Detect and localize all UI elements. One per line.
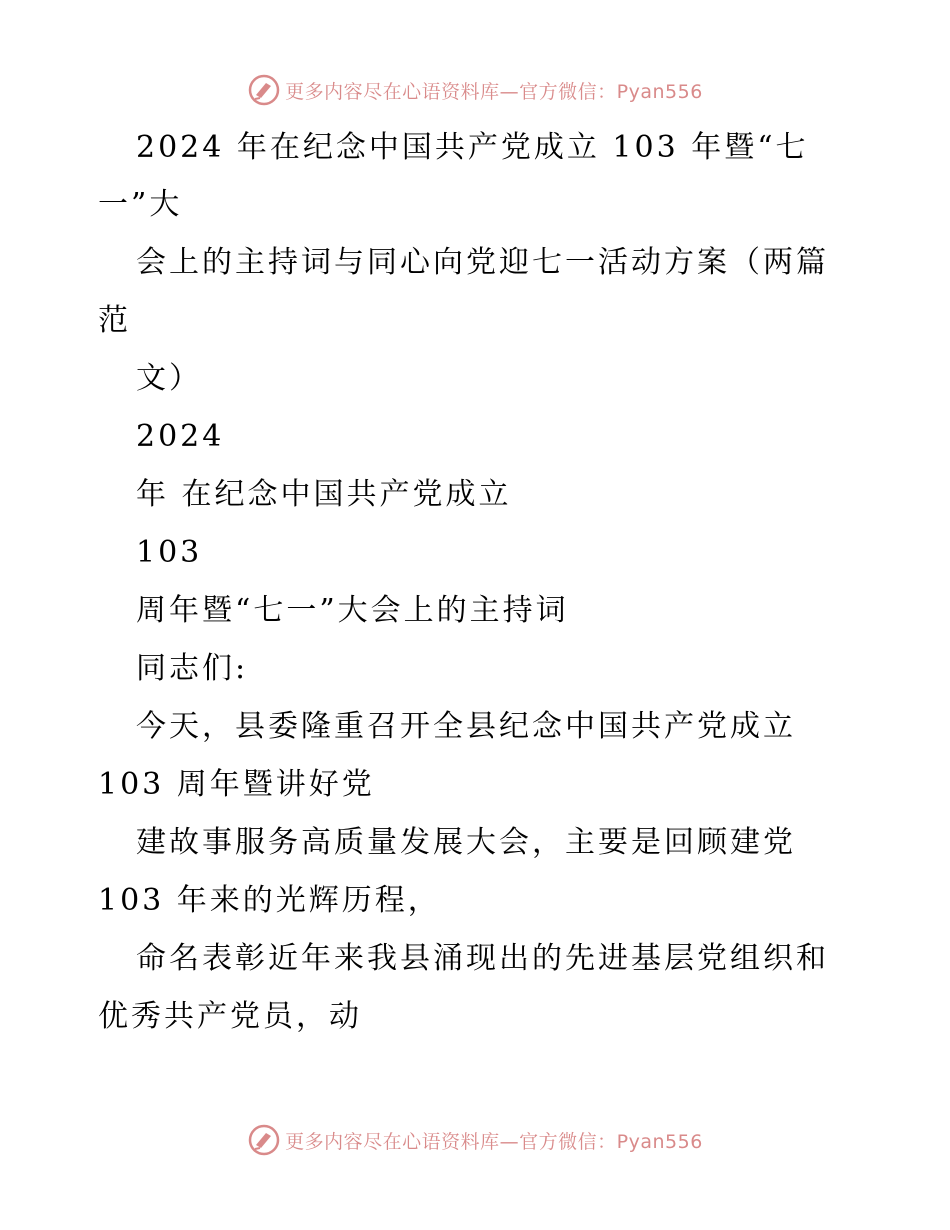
watermark-text <box>285 1127 703 1154</box>
watermark-logo-icon <box>247 1123 281 1157</box>
watermark-text-cn: 更多内容尽在心语资料库—官方微信： <box>285 1130 617 1153</box>
text-line-2: 一”大 <box>98 187 183 222</box>
text-line-5: 文） <box>136 361 202 396</box>
text-line-13: 建故事服务高质量发展大会，主要是回顾建党 <box>136 825 796 860</box>
text-line-7: 年 在纪念中国共产党成立 <box>136 477 512 512</box>
text-line-4: 范 <box>98 303 131 338</box>
text-line-6: 2024 <box>136 419 225 454</box>
text-line-9: 周年暨“七一”大会上的主持词 <box>136 593 569 628</box>
text-line-16: 优秀共产党员，动 <box>98 999 362 1034</box>
text-line-15: 命名表彰近年来我县涌现出的先进基层党组织和 <box>136 941 829 976</box>
watermark-text-cn: 更多内容尽在心语资料库—官方微信： <box>285 80 617 103</box>
text-line-11: 今天，县委隆重召开全县纪念中国共产党成立 <box>136 709 796 744</box>
text-line-12: 103 周年暨讲好党 <box>98 767 375 802</box>
watermark-wechat-id: Pyan556 <box>616 80 703 103</box>
footer-watermark <box>0 1118 950 1162</box>
text-line-1: 2024 年在纪念中国共产党成立 103 年暨“七 <box>136 130 809 165</box>
text-line-8: 103 <box>136 535 203 570</box>
watermark-text <box>285 77 703 104</box>
text-line-14: 103 年来的光辉历程， <box>98 883 441 918</box>
header-watermark <box>0 68 950 112</box>
text-line-10: 同志们: <box>136 651 249 686</box>
watermark-logo-icon <box>247 73 281 107</box>
watermark-wechat-id: Pyan556 <box>616 1130 703 1153</box>
text-line-3: 会上的主持词与同心向党迎七一活动方案（两篇 <box>136 245 829 280</box>
